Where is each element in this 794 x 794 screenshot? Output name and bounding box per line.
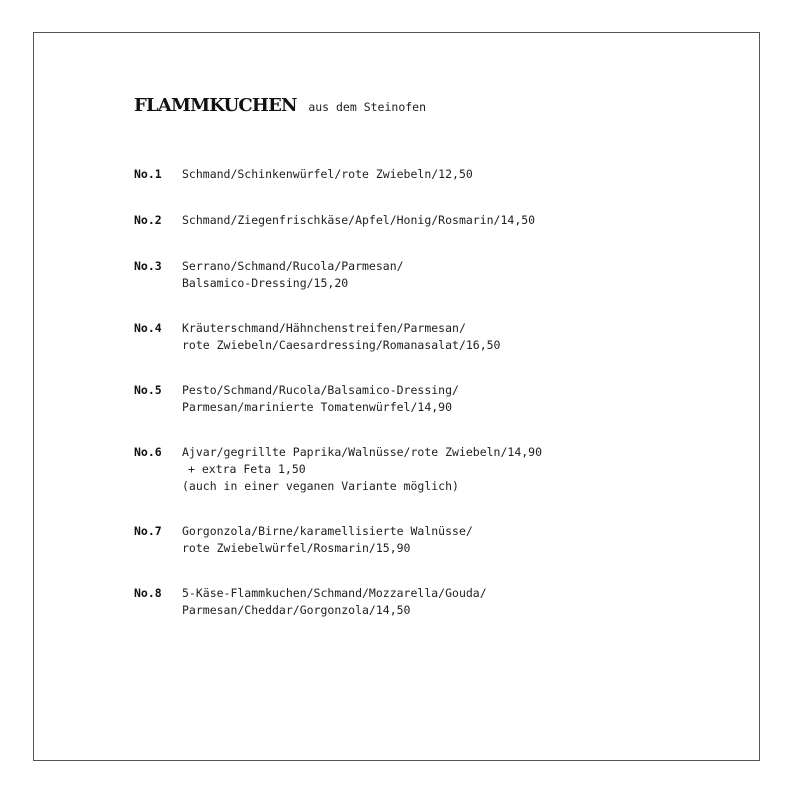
menu-item xyxy=(134,382,724,416)
menu-item-list xyxy=(134,166,724,619)
menu-item-description xyxy=(182,212,535,229)
menu-item-note-line: (auch in einer veganen Variante möglich) xyxy=(182,479,459,493)
menu-item-extra-line: + extra Feta 1,50 xyxy=(188,462,306,476)
menu-heading xyxy=(134,96,426,117)
menu-item xyxy=(134,166,724,183)
menu-item-description xyxy=(182,523,473,557)
menu-item-number: No.3 xyxy=(134,259,162,273)
menu-item-line: Serrano/Schmand/Rucola/Parmesan/ xyxy=(182,259,404,273)
menu-item xyxy=(134,320,724,354)
menu-item-line: Kräuterschmand/Hähnchenstreifen/Parmesan/ xyxy=(182,321,466,335)
menu-item-line: 5-Käse-Flammkuchen/Schmand/Mozzarella/Gouda/ xyxy=(182,586,487,600)
menu-item-line: Gorgonzola/Birne/karamellisierte Walnüsse/ xyxy=(182,524,473,538)
menu-item-line: Pesto/Schmand/Rucola/Balsamico-Dressing/ xyxy=(182,383,459,397)
menu-item-line: Balsamico-Dressing/15,20 xyxy=(182,276,349,290)
menu-item-line: Parmesan/Cheddar/Gorgonzola/14,50 xyxy=(182,603,411,617)
menu-item xyxy=(134,585,724,619)
menu-title: FLAMMKUCHEN xyxy=(134,95,297,116)
menu-item xyxy=(134,212,724,229)
menu-item-line: rote Zwiebelwürfel/Rosmarin/15,90 xyxy=(182,541,411,555)
menu-item xyxy=(134,444,724,495)
menu-item-number: No.7 xyxy=(134,524,162,538)
menu-item-line: Schmand/Schinkenwürfel/rote Zwiebeln/12,50 xyxy=(182,167,473,181)
menu-item-description xyxy=(182,444,542,495)
menu-item-number: No.5 xyxy=(134,383,162,397)
menu-item-line: Schmand/Ziegenfrischkäse/Apfel/Honig/Rosmarin/14,50 xyxy=(182,213,536,227)
menu-item-number: No.6 xyxy=(134,445,162,459)
menu-item-line: Parmesan/marinierte Tomatenwürfel/14,90 xyxy=(182,400,453,414)
menu-item-number: No.2 xyxy=(134,213,162,227)
menu-item-number: No.1 xyxy=(134,167,162,181)
menu-item-line: Ajvar/gegrillte Paprika/Walnüsse/rote Zwiebeln/14,90 xyxy=(182,445,543,459)
menu-subtitle: aus dem Steinofen xyxy=(308,100,427,114)
menu-item-description xyxy=(182,320,501,354)
menu-item-description xyxy=(182,166,473,183)
menu-item-number: No.8 xyxy=(134,586,162,600)
menu-item-description xyxy=(182,258,404,292)
menu-item-description xyxy=(182,382,459,416)
menu-item xyxy=(134,523,724,557)
menu-item xyxy=(134,258,724,292)
menu-item-description xyxy=(182,585,487,619)
menu-item-number: No.4 xyxy=(134,321,162,335)
menu-item-line: rote Zwiebeln/Caesardressing/Romanasalat/16,50 xyxy=(182,338,501,352)
